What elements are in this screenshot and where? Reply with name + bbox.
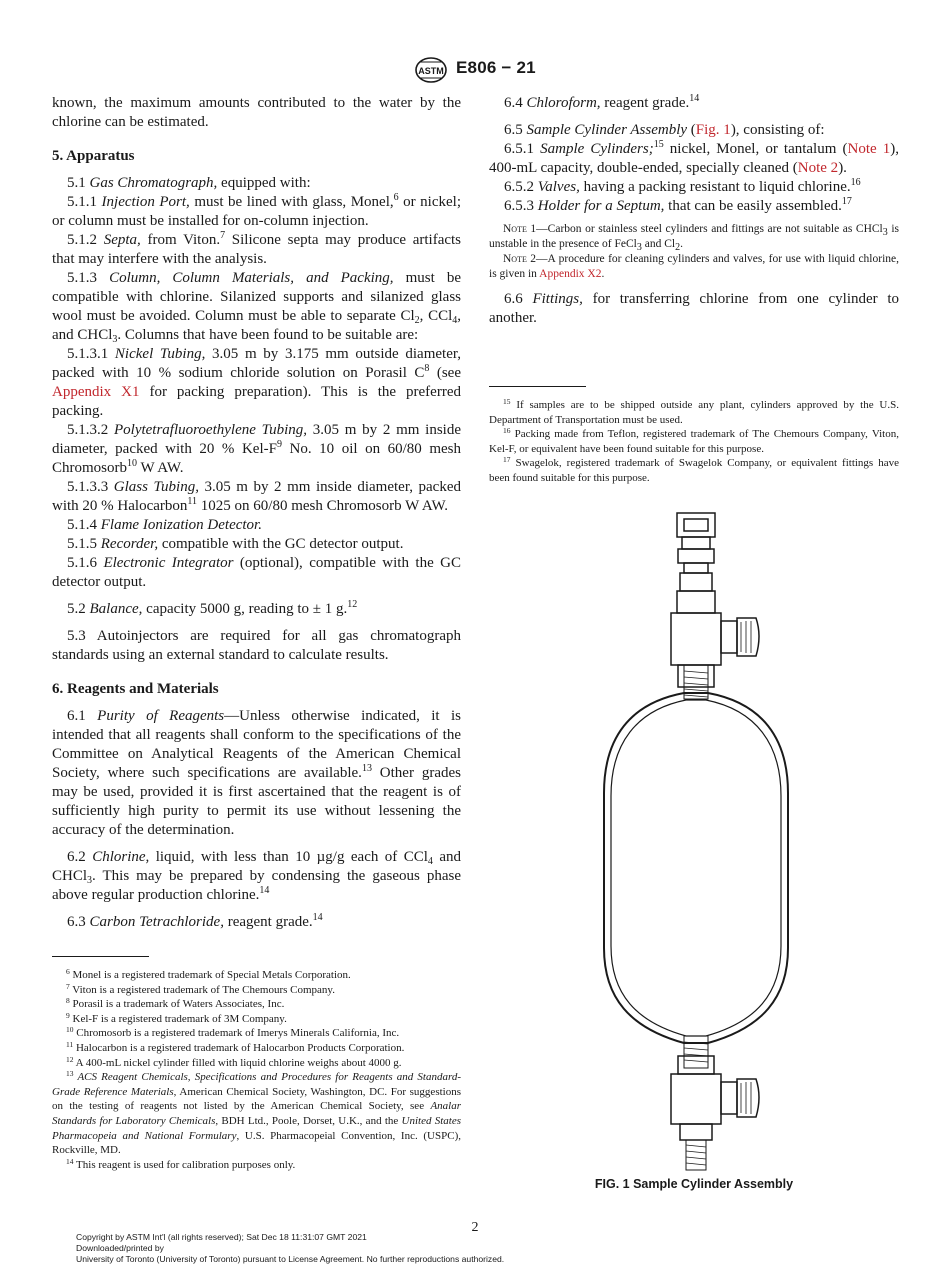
figure-caption: FIG. 1 Sample Cylinder Assembly: [594, 1177, 794, 1191]
fitting-body: [677, 591, 715, 613]
page-header: [0, 56, 950, 84]
note-2-link[interactable]: Note 2: [797, 160, 839, 176]
bottom-threaded-outlet: [686, 1140, 706, 1170]
bottom-valve-stem: [721, 1082, 737, 1114]
clause-5-1-6: 5.1.6 Electronic Integrator (optional), compatible with the GC detector output.: [52, 555, 461, 590]
footnotes-right: [489, 398, 899, 486]
footnote-13: $^{13}$ ACS Reagent Chemicals, Specifications and Procedures for Reagents and Standard-Grade Reference Materials, American Chemical Society, Washington, DC. For suggestions on the testing of reagents not listed by the American Chemical Society, see Analar Standards for Laboratory Chemicals, BDH Ltd., Poole, Dorset, U.K., and the United States Pharmacopeia and National Formulary, U.S. Pharmacopeial Convention, Inc. (USPC), Rockville, MD.: [52, 1069, 462, 1157]
footnote-16: $^{16}$ Packing made from Teflon, registered trademark of The Chemours Company, Viton, Kel-F, or equivalent have been found suitable for this purpose.: [489, 426, 899, 455]
footnote-7: $^7$ Viton is a registered trademark of The Chemours Company.: [66, 981, 335, 996]
clause-6-1: 6.1 Purity of Reagents—Unless otherwise indicated, it is intended that all reagents shall conform to the specifications of the Committee on Analytical Reagents of the American Chemical Society, where such specifications are available.$^{13}$ Other grades may be used, provided it is first ascertained that the reagent is of sufficiently high purity to permit its use without lessening the accuracy of the determination.: [52, 708, 461, 838]
section-6-heading: 6. Reagents and Materials: [52, 681, 219, 697]
clause-6-5-3: 6.5.3 Holder for a Septum, that can be easily assembled.$^{17}$: [504, 196, 852, 214]
cylinder-inner-wall: [611, 700, 781, 1036]
footnote-11: $^{11}$ Halocarbon is a registered trademark of Halocarbon Products Corporation.: [66, 1039, 405, 1054]
appendix-x2-link[interactable]: Appendix X2: [539, 268, 602, 280]
clause-6-4: 6.4 Chloroform, reagent grade.$^{14}$: [504, 93, 700, 111]
right-column: [489, 94, 899, 486]
bottom-valve-handle: [737, 1079, 759, 1117]
left-column: [52, 94, 461, 1172]
clause-5-1-3: 5.1.3 Column, Column Materials, and Packing, must be compatible with chlorine. Silanized supports and silanized glass wool must be avoided. Column must be able to separate $Cl_2$, CCl$_4$, and CHCl$_3$. Columns that have been found to be suitable are:: [52, 270, 461, 345]
sample-cylinder-figure: [560, 508, 800, 1178]
bottom-valve-nut: [678, 1056, 714, 1074]
clause-6-5-1: 6.5.1 Sample Cylinders;$^{15}$ nickel, Monel, or tantalum (Note 1), 400-mL capacity, double-ended, specially cleaned (Note 2).: [489, 139, 900, 176]
fitting-coupling: [680, 573, 712, 591]
appendix-x1-link[interactable]: Appendix X1: [52, 384, 140, 400]
copyright-line-2: Downloaded/printed by: [76, 1243, 164, 1253]
top-valve-body: [671, 613, 721, 665]
clause-5-1-1: 5.1.1 Injection Port, must be lined with glass, Monel,$^6$ or nickel; or column must be installed for on-column injection.: [52, 192, 461, 229]
clause-6-3: 6.3 Carbon Tetrachloride, reagent grade.$^{14}$: [67, 912, 323, 930]
footnote-rule-left: [52, 956, 149, 957]
footnote-12: $^{12}$ A 400-mL nickel cylinder filled with liquid chlorine weighs about 4000 g.: [66, 1054, 402, 1069]
footnote-8: $^8$ Porasil is a trademark of Waters Associates, Inc.: [66, 996, 285, 1011]
fitting-neck: [684, 563, 708, 573]
footnote-6: $^6$ Monel is a registered trademark of Special Metals Corporation.: [66, 967, 351, 981]
intro-paragraph: known, the maximum amounts contributed to the water by the chlorine can be estimated.: [52, 95, 461, 130]
top-valve-stem: [721, 621, 737, 653]
septum-holder-opening: [684, 519, 708, 531]
copyright-line-3: University of Toronto (University of Toronto) pursuant to License Agreement. No further reproductions authorized.: [76, 1254, 505, 1264]
notes-block: [489, 222, 899, 282]
clause-6-5: 6.5 Sample Cylinder Assembly (Fig. 1), consisting of:: [504, 122, 825, 138]
clause-5-1-3-2: 5.1.3.2 Polytetrafluoroethylene Tubing, 3.05 m by 2 mm inside diameter, packed with 20 % Kel-$F^9$ No. 10 oil on 60/80 mesh Chromosorb$^{10}$ W AW.: [52, 422, 461, 476]
footnote-15: $^{15}$ If samples are to be shipped outside any plant, cylinders approved by the U.S. Department of Transportation must be used.: [489, 397, 899, 426]
cylinder-outer-wall: [604, 693, 788, 1043]
clause-5-1-4: 5.1.4 Flame Ionization Detector.: [67, 517, 262, 533]
septum-nut-hex: [678, 549, 714, 563]
clause-5-1-3-1: 5.1.3.1 Nickel Tubing, 3.05 m by 3.175 mm outside diameter, packed with 10 % sodium chloride solution on Porasil $C^8$ (see Appendix X1 for packing preparation). This is the preferred packing.: [52, 346, 461, 419]
copyright-line-1: Copyright by ASTM Int'l (all rights reserved); Sat Dec 18 11:31:07 GMT 2021: [76, 1232, 367, 1242]
bottom-valve-body: [671, 1074, 721, 1124]
clause-5-3: 5.3 Autoinjectors are required for all gas chromatograph standards using an external standard to calculate results.: [52, 628, 461, 663]
clause-5-1: 5.1 Gas Chromatograph, equipped with:: [67, 175, 311, 191]
fig-1-link[interactable]: Fig. 1: [695, 122, 731, 138]
clause-6-2: 6.2 Chlorine, liquid, with less than 10 µg/g each of CCl$_4$ and CHCl$_3$. This may be prepared by condensing the gaseous phase above regular production chlorine.$^{14}$: [52, 849, 461, 903]
note-2: Note 2—A procedure for cleaning cylinders and valves, for use with liquid chlorine, is given in Appendix X2.: [489, 253, 899, 280]
footnote-10: $^{10}$ Chromosorb is a registered trademark of Imerys Minerals California, Inc.: [66, 1025, 400, 1040]
astm-logo: [413, 56, 449, 84]
page-number: 2: [471, 1220, 479, 1235]
section-5-heading: 5. Apparatus: [52, 148, 135, 164]
footnote-14: $^{14}$ This reagent is used for calibration purposes only.: [66, 1156, 296, 1171]
clause-6-5-2: 6.5.2 Valves, having a packing resistant to liquid chlorine.$^{16}$: [504, 177, 861, 195]
footnote-9: $^9$ Kel-F is a registered trademark of 3M Company.: [66, 1010, 287, 1025]
septum-nut: [682, 537, 710, 549]
document-id: E806 − 21: [456, 58, 536, 77]
clause-5-1-5: 5.1.5 Recorder, compatible with the GC detector output.: [67, 536, 404, 552]
note-1: Note 1—Carbon or stainless steel cylinders and fittings are not suitable as CHCl$_3$ is unstable in the presence of FeCl$_3$ and $Cl_2$.: [489, 223, 899, 253]
footnote-17: $^{17}$ Swagelok, registered trademark of Swagelok Company, or equivalent fittings have been found suitable for this purpose.: [489, 455, 899, 484]
bottom-fitting: [680, 1124, 712, 1140]
footnotes-left: [52, 968, 461, 1172]
bottom-threaded-neck: [684, 1036, 708, 1068]
clause-5-2: 5.2 Balance, capacity 5000 g, reading to ± 1 g.$^{12}$: [67, 599, 358, 617]
septum-holder-cap: [677, 513, 715, 537]
footnote-rule-right: [489, 386, 586, 387]
copyright-notice: [76, 1232, 504, 1265]
logo-letters: ASTM: [418, 66, 444, 76]
top-valve-handle: [737, 618, 759, 656]
clause-5-1-3-3: 5.1.3.3 Glass Tubing, 3.05 m by 2 mm inside diameter, packed with 20 % Halocarbon$^{11}$ 1025 on 60/80 mesh Chromosorb W AW.: [52, 479, 461, 514]
clause-5-1-2: 5.1.2 Septa, from Viton.$^7$ Silicone septa may produce artifacts that may interfere with the analysis.: [52, 230, 462, 267]
clause-6-6: 6.6 Fittings, for transferring chlorine from one cylinder to another.: [489, 291, 900, 326]
note-1-link[interactable]: Note 1: [847, 141, 891, 157]
